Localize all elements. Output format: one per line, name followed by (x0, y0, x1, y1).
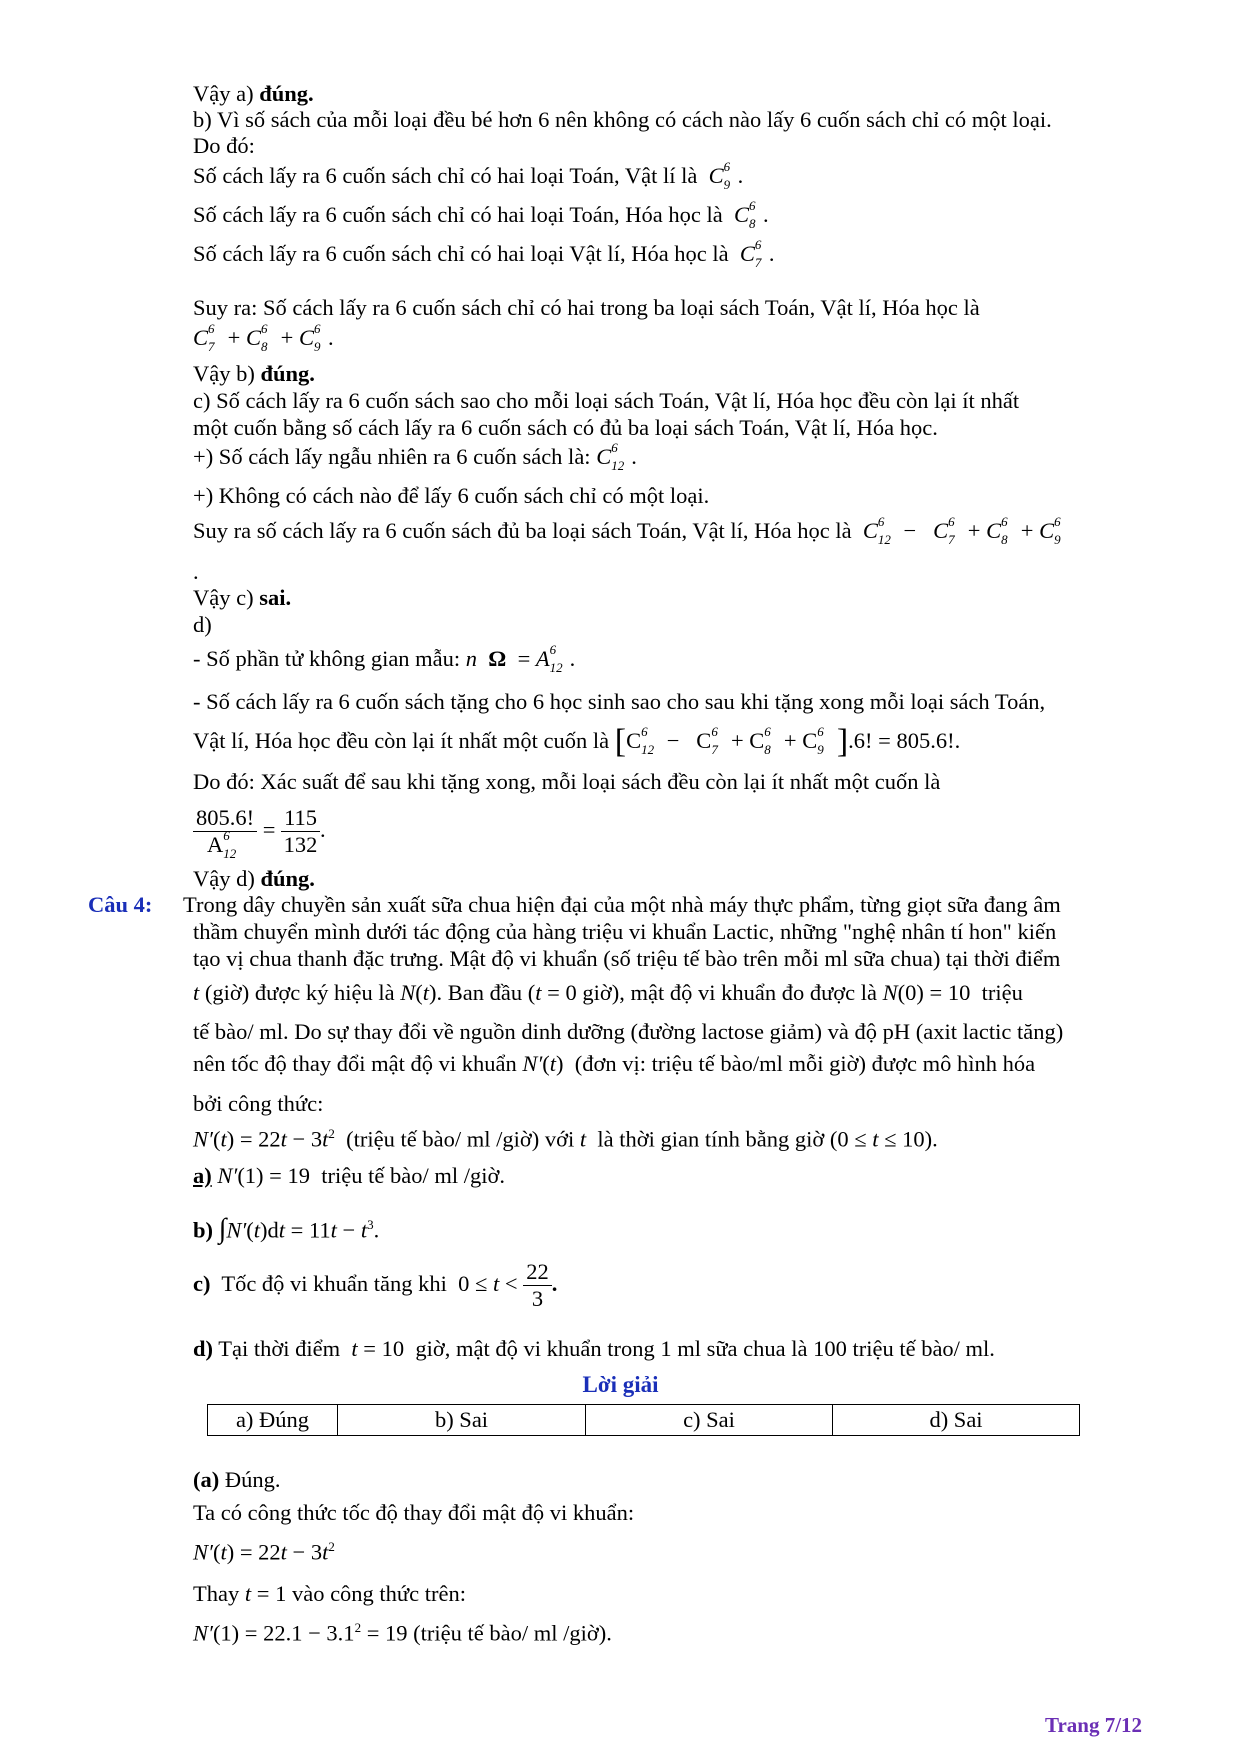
line-random-pick: +) Số cách lấy ngẫu nhiên ra 6 cuốn sách là: C 6 12 . (193, 440, 637, 473)
answer-cell-a: a) Đúng (208, 1405, 338, 1436)
solution-formula-1: $N'(t) = 22t - 3t^2$ (193, 1539, 335, 1565)
q4-paragraph-6: nên tốc độ thay đổi mật độ vi khuẩn N′(t) (đơn vị: triệu tế bào/ml mỗi giờ) được mô hình hóa (193, 1051, 1036, 1076)
line-conclusion-c: Vậy c) sai. (193, 585, 292, 610)
statement-a: a) N′(1) = 19 triệu tế bào/ ml /giờ. (193, 1163, 505, 1188)
line-do-do: Do đó: (193, 133, 255, 158)
line-conclusion-b: Vậy b) đúng. (193, 361, 315, 386)
line-b-intro: b) Vì số sách của mỗi loại đều bé hơn 6 nên không có cách nào lấy 6 cuốn sách chỉ có một loại. (193, 107, 1052, 132)
q4-paragraph-7: bởi công thức: (193, 1091, 324, 1116)
solution-formula-2: $N'(1) = 22.1 - 3.1^2 = 19$ (triệu tế bào/ ml /giờ). (193, 1620, 612, 1646)
answer-cell-c: c) Sai (586, 1405, 833, 1436)
solution-a-label: (a) Đúng. (193, 1467, 281, 1492)
statement-b: b) $\int N'(t)dt = 11t - t^3$. (193, 1213, 380, 1245)
answer-cell-d: d) Sai (833, 1405, 1080, 1436)
line-probability: Do đó: Xác suất để sau khi tặng xong, mỗi loại sách đều còn lại ít nhất một cuốn là (193, 769, 941, 794)
statement-c: c) Tốc độ vi khuẩn tăng khi 0 ≤ t < $\frac{22}{3}$ . (193, 1259, 558, 1312)
solution-title: Lời giải (582, 1372, 659, 1397)
answer-table (207, 1404, 1080, 1436)
line-period: . (193, 559, 199, 584)
line-suy-ra-hai-loai: Suy ra: Số cách lấy ra 6 cuốn sách chỉ có hai trong ba loại sách Toán, Vật lí, Hóa học là (193, 295, 980, 320)
q4-formula: $N'(t) = 22t - 3t^2$ (triệu tế bào/ ml /giờ) với t là thời gian tính bằng giờ (0 ≤ t ≤ 10). (193, 1126, 938, 1152)
line-c-intro-2: một cuốn bằng số cách lấy ra 6 cuốn sách có đủ ba loại sách Toán, Vật lí, Hóa học. (193, 415, 938, 440)
line-vatli-hoahoc: Số cách lấy ra 6 cuốn sách chỉ có hai loại Vật lí, Hóa học là C 6 7 . (193, 237, 775, 270)
line-conclusion-d: Vậy d) đúng. (193, 866, 315, 891)
line-toan-vatli: Số cách lấy ra 6 cuốn sách chỉ có hai loại Toán, Vật lí là C 6 9 . (193, 159, 744, 192)
line-c-intro: c) Số cách lấy ra 6 cuốn sách sao cho mỗi loại sách Toán, Vật lí, Hóa học đều còn lại ít nhất (193, 388, 1020, 413)
line-d-label: d) (193, 612, 212, 637)
line-gift-books-2: Vật lí, Hóa học đều còn lại ít nhất một cuốn là [C 6 12 − C 6 7 + C 6 8 + C 6 9 ].6! = 805.6!. (193, 723, 961, 760)
line-gift-books: - Số cách lấy ra 6 cuốn sách tặng cho 6 học sinh sao cho sau khi tặng xong mỗi loại sách Toán, (193, 689, 1046, 714)
table-row (208, 1405, 1080, 1436)
page-number: Trang 7/12 (1045, 1713, 1143, 1737)
line-sample-space: - Số phần tử không gian mẫu: n Ω = A 6 12 . (193, 642, 576, 675)
solution-line-2: Thay t = 1 vào công thức trên: (193, 1581, 466, 1606)
q4-paragraph-2: thầm chuyển mình dưới tác động của hàng triệu vi khuẩn Lactic, những "nghệ nhân tí hon" kiến (193, 919, 1057, 944)
q4-paragraph-4: t (giờ) được ký hiệu là N(t). Ban đầu (t = 0 giờ), mật độ vi khuẩn đo được là N(0) = 10 triệu (193, 980, 1023, 1005)
solution-line-1: Ta có công thức tốc độ thay đổi mật độ vi khuẩn: (193, 1500, 635, 1525)
line-toan-hoahoc: Số cách lấy ra 6 cuốn sách chỉ có hai loại Toán, Hóa học là C 6 8 . (193, 198, 769, 231)
formula-probability: 805.6! A 6 12 = $\frac{115}{132}$ . (193, 800, 326, 860)
q4-paragraph-3: tạo vị chua thanh đặc trưng. Mật độ vi khuẩn (số triệu tế bào trên mỗi ml sữa chua) tại thời điểm (193, 946, 1061, 971)
line-conclusion-a: Vậy a) đúng. (193, 81, 314, 106)
line-suy-ra-du-ba-loai: Suy ra số cách lấy ra 6 cuốn sách đủ ba loại sách Toán, Vật lí, Hóa học là C 6 12 − C 6 7 + C 6 8 + C 6 9 (193, 514, 1061, 547)
line-no-single-type: +) Không có cách nào để lấy 6 cuốn sách chỉ có một loại. (193, 483, 710, 508)
q4-paragraph-1: Trong dây chuyền sản xuất sữa chua hiện đại của một nhà máy thực phẩm, từng giọt sữa đang âm (183, 892, 1061, 917)
question-label: Câu 4: (88, 892, 153, 917)
formula-sum-c: C 6 7 + C 6 8 + C 6 9 . (193, 321, 334, 354)
answer-cell-b: b) Sai (338, 1405, 586, 1436)
q4-paragraph-5: tế bào/ ml. Do sự thay đổi về nguồn dinh dưỡng (đường lactose giảm) và độ pH (axit lactic tăng) (193, 1019, 1064, 1044)
statement-d: d) Tại thời điểm t = 10 giờ, mật độ vi khuẩn trong 1 ml sữa chua là 100 triệu tế bào/ ml. (193, 1336, 995, 1361)
